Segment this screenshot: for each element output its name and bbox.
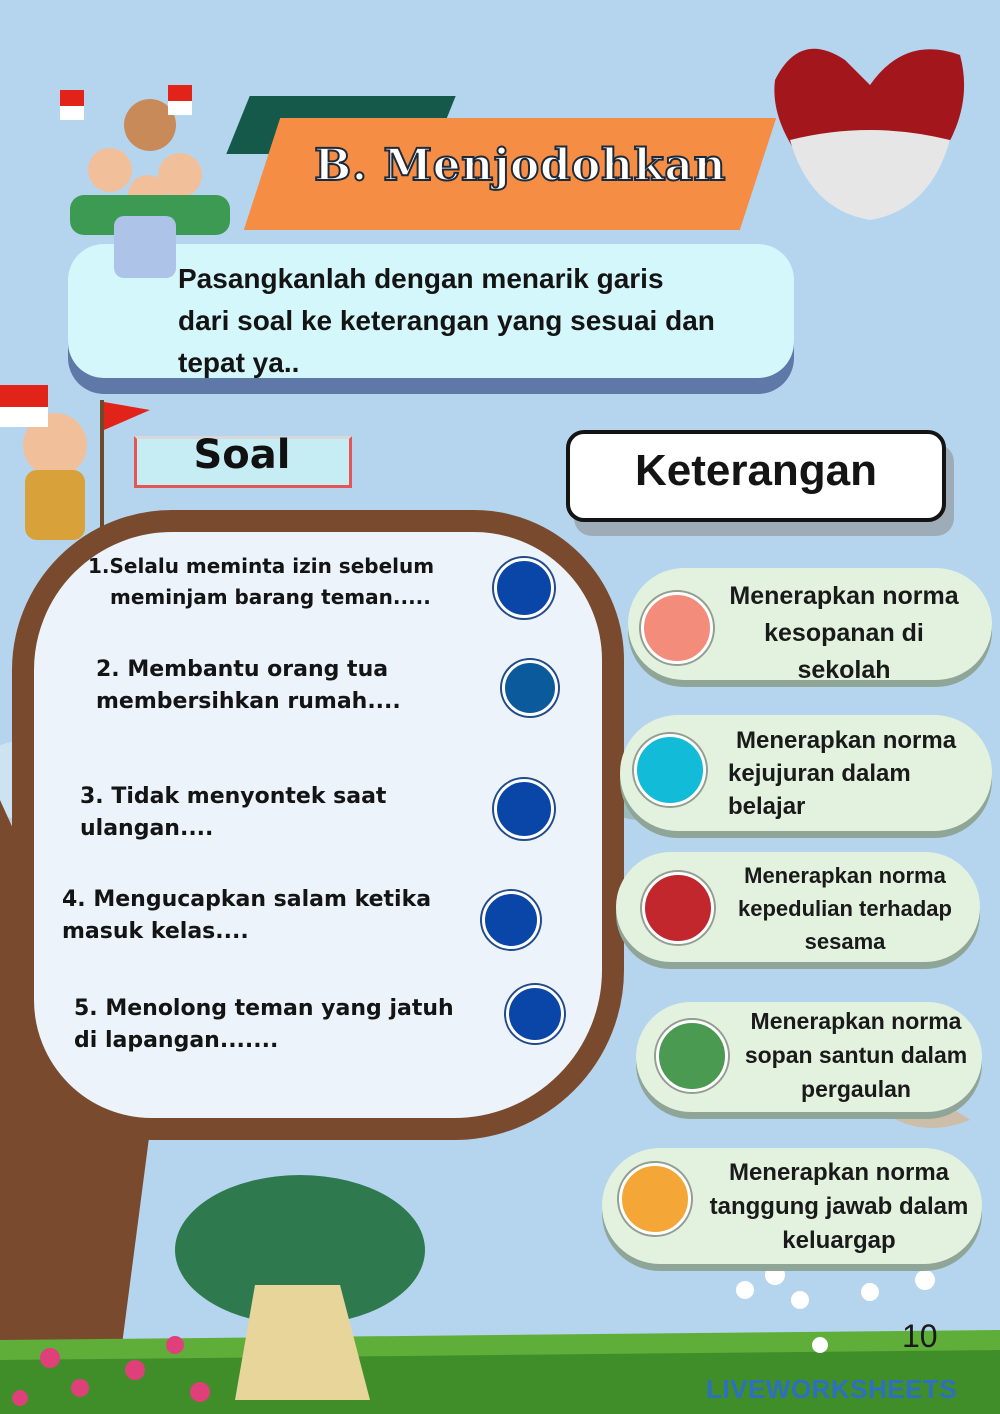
question-text-cont: membersihkan rumah....	[96, 689, 401, 714]
answer-line: tanggung jawab dalam	[709, 1193, 969, 1220]
question-4-connector[interactable]	[482, 891, 540, 949]
answer-line: kejujuran dalam	[728, 760, 911, 787]
answer-line: sopan santun dalam	[744, 1042, 968, 1068]
question-1	[88, 551, 434, 613]
answer-3-connector[interactable]	[642, 872, 714, 944]
answer-4-connector[interactable]	[656, 1020, 728, 1092]
instruction-tab	[114, 216, 176, 278]
question-number: 1.	[88, 554, 110, 578]
answer-line: Menerapkan norma	[728, 1159, 950, 1186]
answer-line: Menerapkan norma	[744, 863, 946, 888]
answer-3-text	[714, 859, 976, 958]
question-text: Membantu orang tua	[127, 657, 389, 682]
instruction-line: Pasangkanlah dengan menarik garis	[178, 263, 664, 294]
question-text-cont: meminjam barang teman.....	[110, 585, 431, 609]
question-3-connector[interactable]	[494, 779, 554, 839]
question-text: Menolong teman yang jatuh	[105, 996, 454, 1021]
answer-line: belajar	[728, 793, 806, 820]
answer-line: keluargap	[782, 1227, 896, 1254]
question-5-connector[interactable]	[506, 985, 564, 1043]
answer-line: pergaulan	[801, 1076, 911, 1102]
question-2-connector[interactable]	[502, 660, 558, 716]
answer-line: Menerapkan norma	[729, 582, 959, 610]
question-text: Tidak menyontek saat	[111, 784, 387, 809]
question-4	[62, 884, 431, 948]
answer-line: Menerapkan norma	[736, 727, 957, 754]
answer-1-connector[interactable]	[641, 592, 713, 664]
answer-line: kepedulian terhadap	[738, 896, 952, 921]
page-number: 10	[902, 1318, 938, 1354]
question-number: 5.	[74, 996, 98, 1021]
instruction-line: tepat ya..	[178, 347, 300, 378]
answer-1-text	[708, 578, 980, 689]
question-text: Selalu meminta izin sebelum	[109, 554, 435, 578]
question-text-cont: di lapangan.......	[74, 1028, 279, 1053]
question-text: Mengucapkan salam ketika	[93, 887, 432, 912]
answer-5-connector[interactable]	[619, 1163, 691, 1235]
liveworksheets-logo: LIVEWORKSHEETS	[706, 1374, 958, 1404]
keterangan-label: Keterangan	[634, 446, 878, 495]
answer-line: Menerapkan norma	[750, 1008, 962, 1034]
question-3	[80, 781, 386, 845]
answer-line: sesama	[804, 929, 886, 954]
answer-line: kesopanan di	[764, 619, 924, 647]
question-number: 4.	[62, 887, 86, 912]
question-number: 3.	[80, 784, 104, 809]
question-text-cont: ulangan....	[80, 816, 214, 841]
soal-label: Soal	[193, 432, 291, 478]
answer-line: sekolah	[797, 656, 891, 684]
answer-2-text	[728, 724, 980, 823]
answer-2-connector[interactable]	[634, 734, 706, 806]
question-5	[74, 993, 454, 1057]
question-2	[96, 654, 401, 718]
answer-5-text	[698, 1156, 980, 1258]
question-1-connector[interactable]	[494, 558, 554, 618]
instruction-text	[178, 258, 790, 384]
question-number: 2.	[96, 657, 120, 682]
question-text-cont: masuk kelas....	[62, 919, 249, 944]
answer-4-text	[730, 1004, 982, 1106]
instruction-line: dari soal ke keterangan yang sesuai dan	[178, 305, 715, 336]
page-title: B. Menjodohkan	[314, 140, 726, 191]
